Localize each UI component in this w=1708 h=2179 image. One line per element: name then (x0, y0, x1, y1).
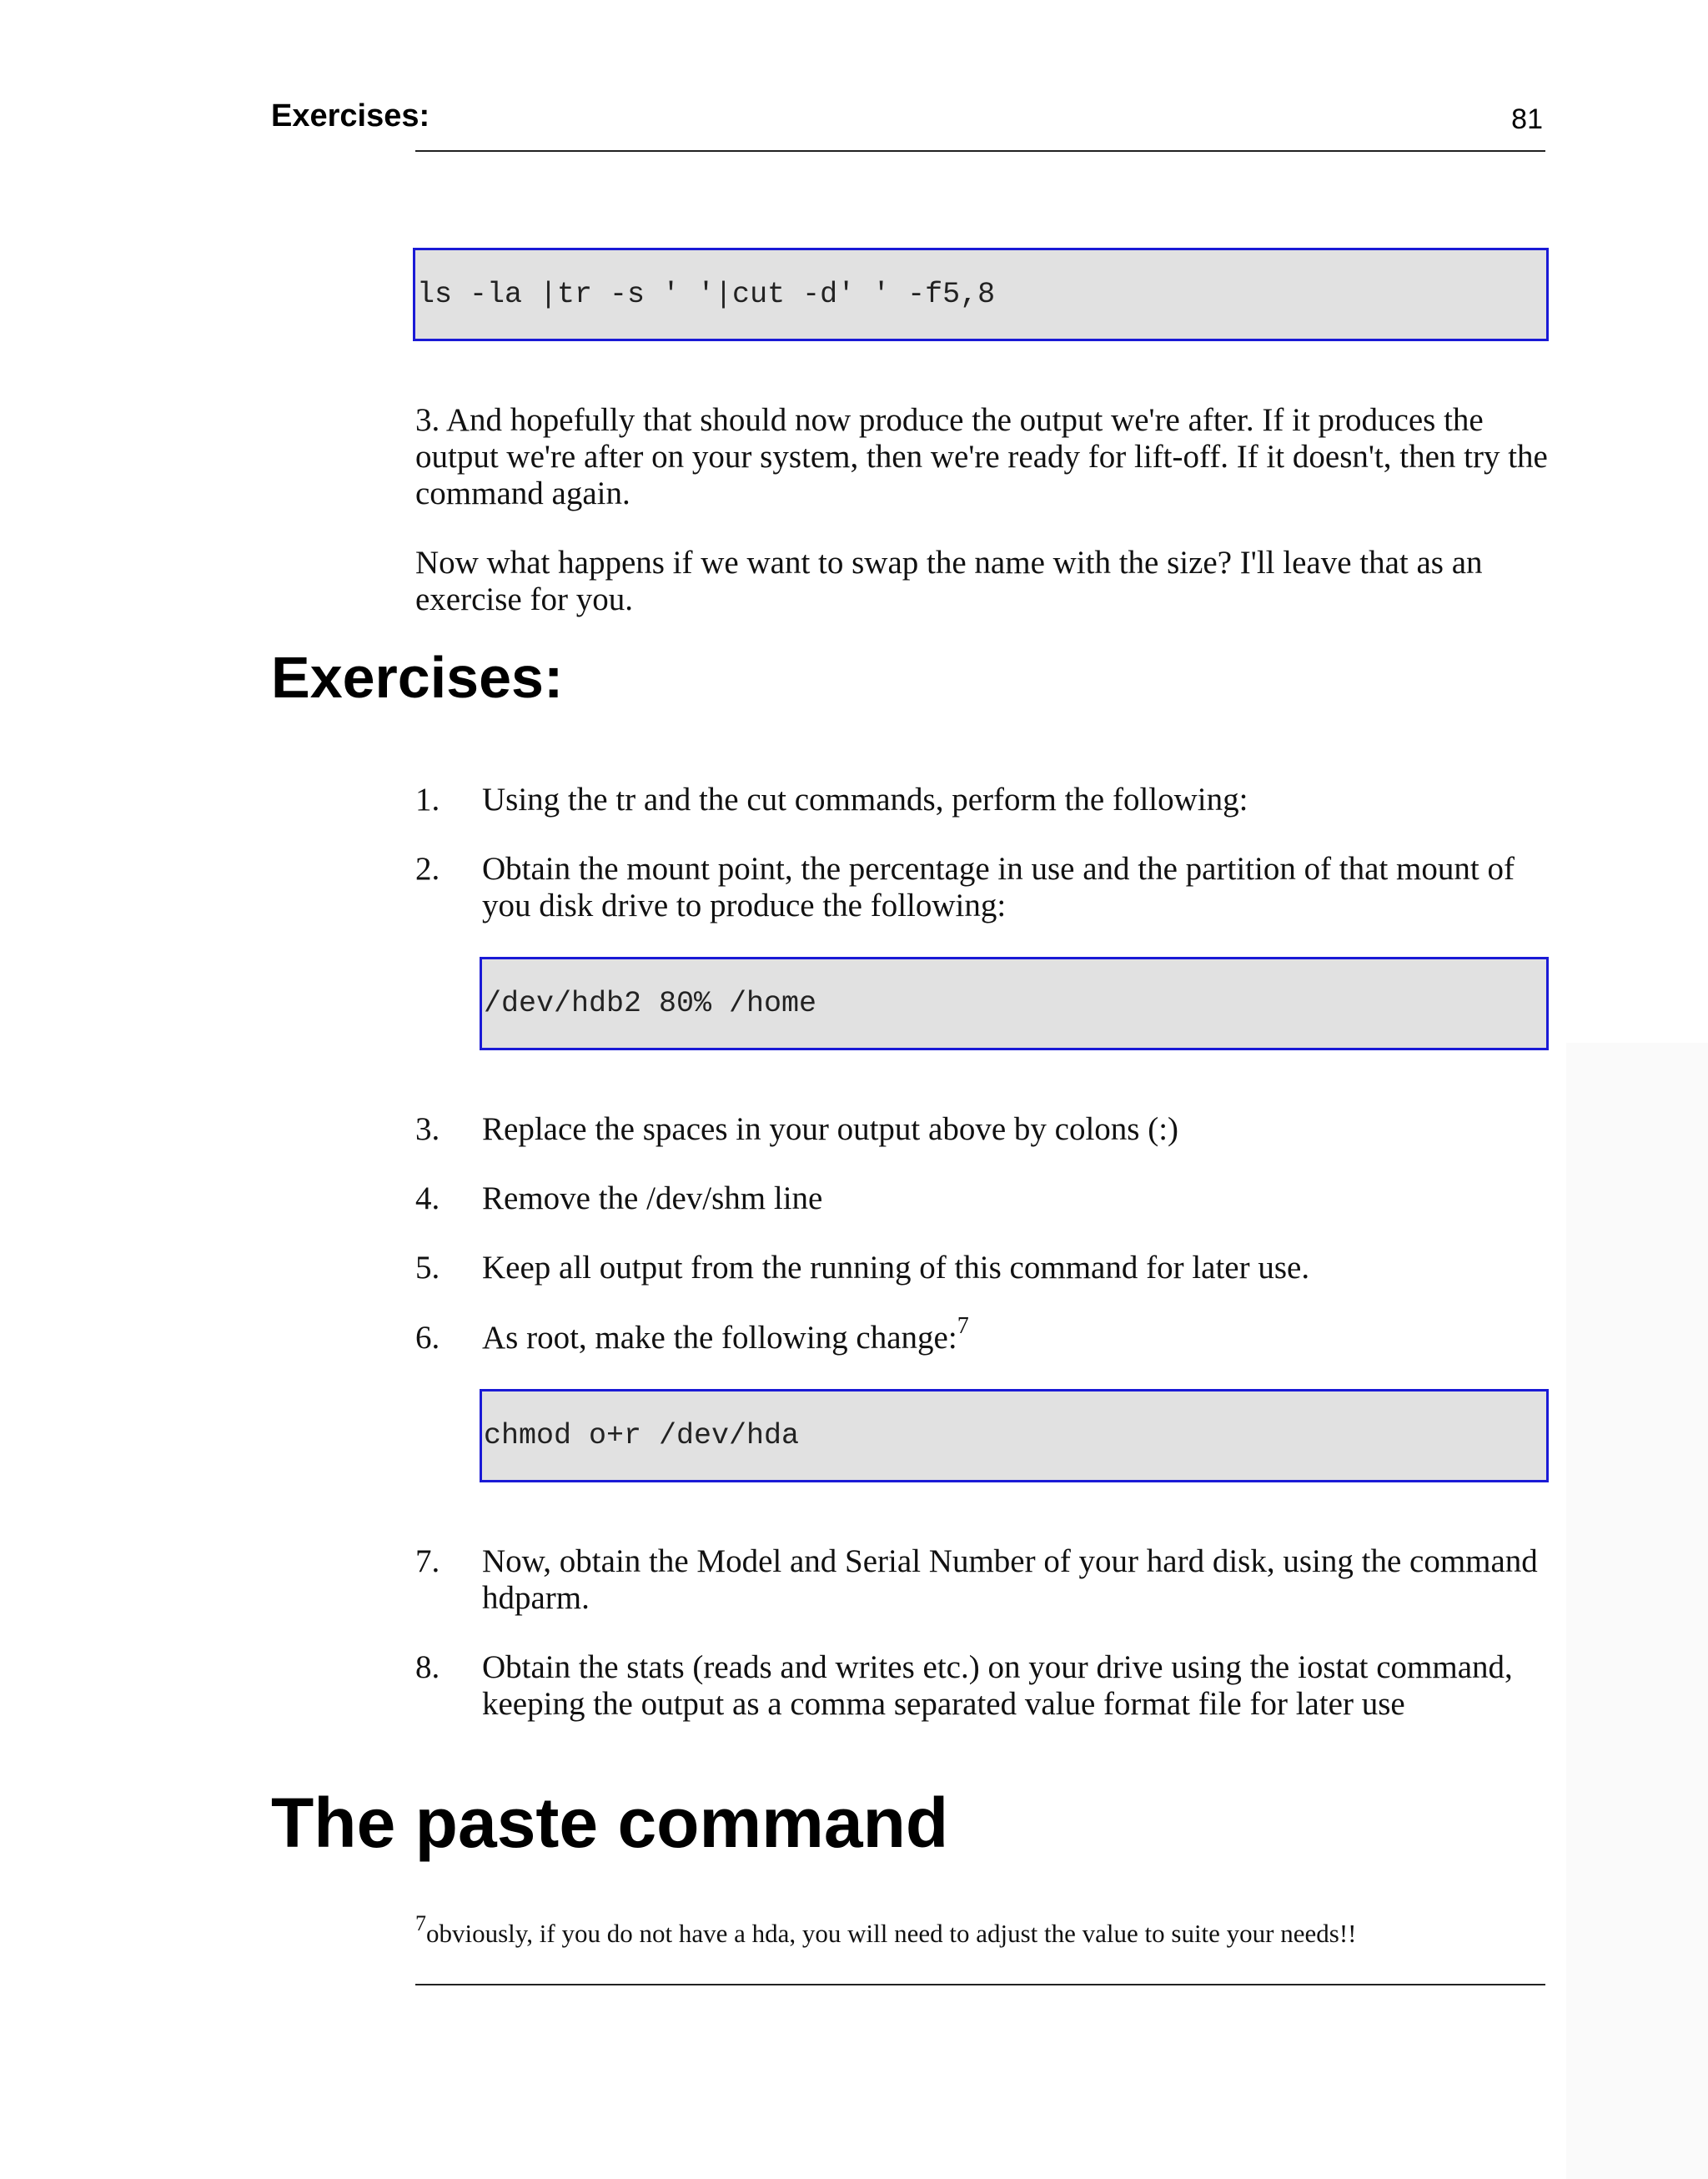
exercise-text: Remove the /dev/shm line (482, 1180, 823, 1216)
exercise-number: 1. (415, 782, 440, 818)
exercise-text: Obtain the mount point, the percentage in use and the partition of that mount of you disk drive to produce the following: (482, 851, 1515, 923)
page-number: 81 (1511, 103, 1543, 135)
exercise-text: Obtain the stats (reads and writes etc.) on your drive using the iostat command, keeping the output as a comma separated value format file for later use (482, 1649, 1513, 1722)
footnote-text: obviously, if you do not have a hda, you will need to adjust the value to suite your needs!! (426, 1919, 1357, 1948)
exercise-number: 3. (415, 1111, 440, 1147)
page-edge-shade (1566, 1043, 1708, 2179)
footnote-reference[interactable]: 7 (957, 1313, 969, 1339)
heading-exercises: Exercises: (271, 645, 564, 710)
paragraph-step-3: 3. And hopefully that should now produce the output we're after. If it produces the output we're after on your system, then we're ready for lift-off. If it doesn't, then try the command again. (415, 402, 1548, 511)
heading-paste-command: The paste command (271, 1784, 949, 1862)
running-header-title: Exercises: (271, 98, 430, 133)
exercise-number: 8. (415, 1649, 440, 1685)
exercise-number: 5. (415, 1250, 440, 1286)
footer-rule (415, 1984, 1545, 1985)
footnote-mark: 7 (415, 1911, 426, 1935)
code-block-cut-command: ls -la |tr -s ' '|cut -d' ' -f5,8 (413, 248, 1549, 341)
exercise-text: Replace the spaces in your output above by colons (:) (482, 1111, 1179, 1147)
exercise-text: Now, obtain the Model and Serial Number of your hard disk, using the command hdparm. (482, 1543, 1538, 1616)
code-block-mount-output: /dev/hdb2 80% /home (480, 957, 1549, 1050)
exercise-number: 7. (415, 1543, 440, 1579)
exercise-number: 4. (415, 1180, 440, 1216)
code-block-chmod-command: chmod o+r /dev/hda (480, 1389, 1549, 1482)
exercise-text: As root, make the following change: (482, 1320, 957, 1356)
exercise-text: Using the tr and the cut commands, perform the following: (482, 782, 1248, 818)
exercise-text: Keep all output from the running of this command for later use. (482, 1250, 1310, 1286)
exercise-number: 6. (415, 1320, 440, 1356)
header-rule (415, 150, 1545, 152)
exercise-number: 2. (415, 851, 440, 887)
exercise-item-6 (482, 1313, 1550, 1360)
paragraph-swap-exercise: Now what happens if we want to swap the name with the size? I'll leave that as an exercise for you. (415, 545, 1483, 617)
footnote (415, 1911, 1357, 1950)
